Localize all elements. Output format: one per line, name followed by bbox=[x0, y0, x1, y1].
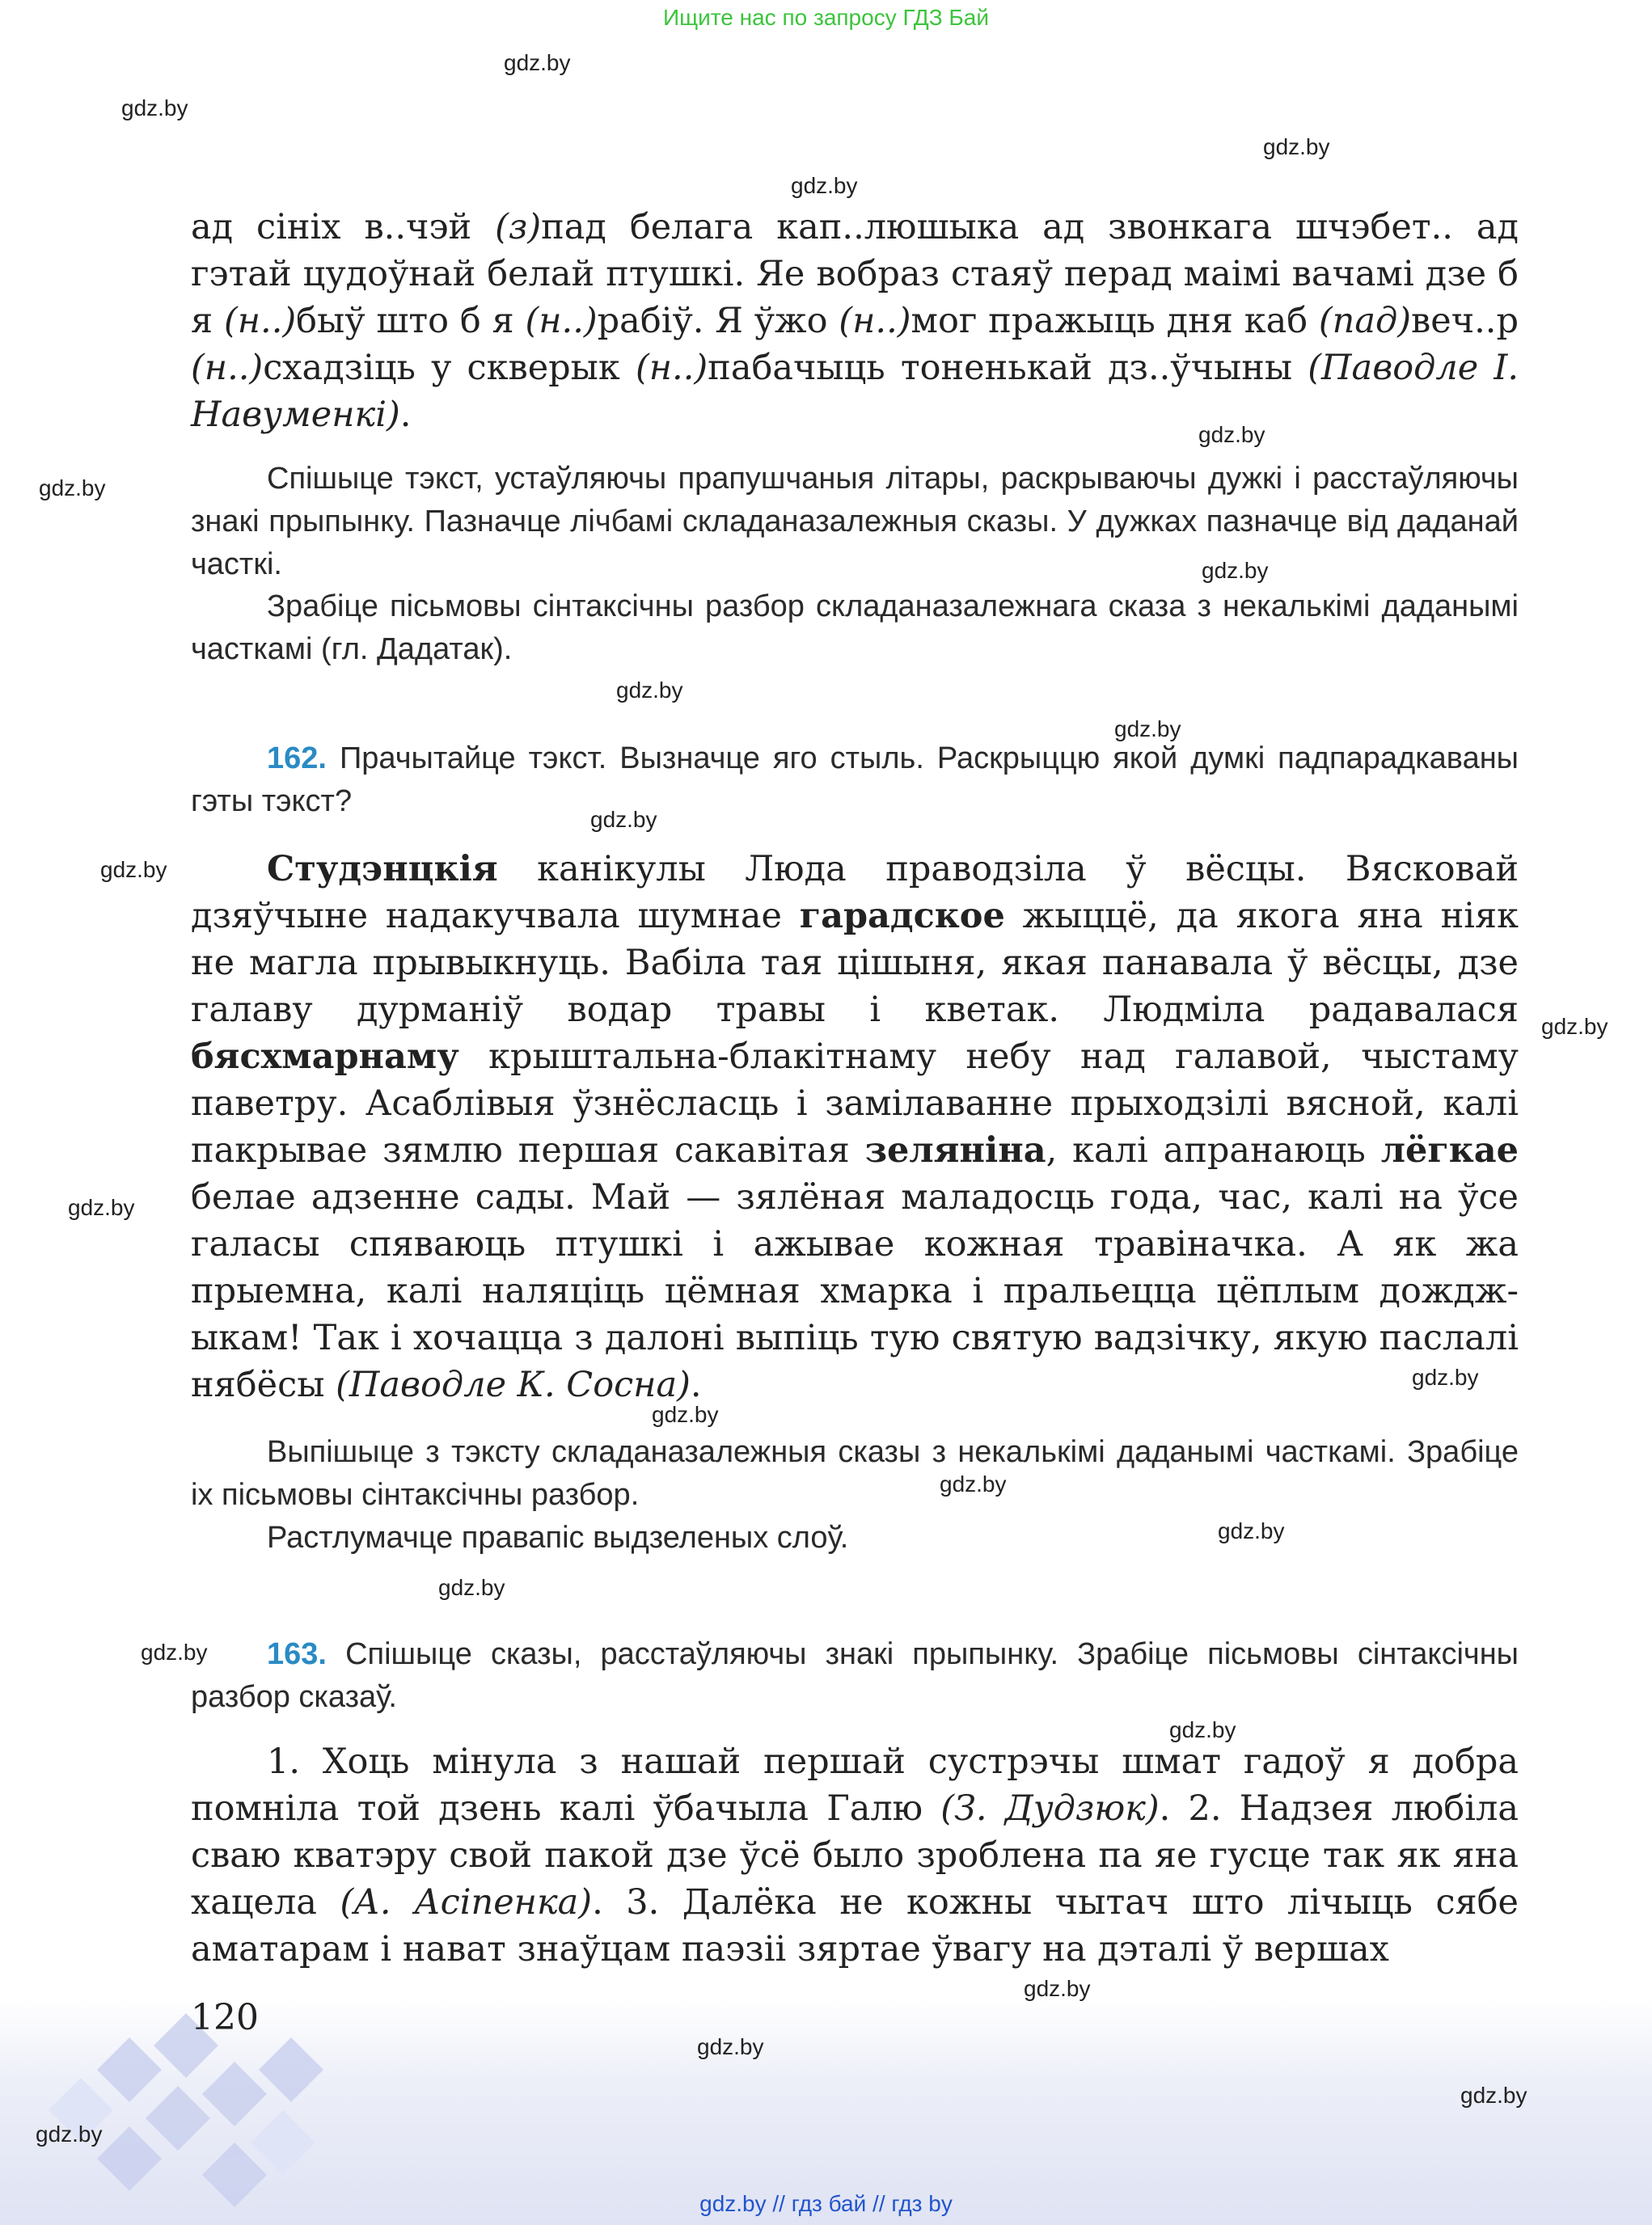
watermark: gdz.by bbox=[791, 173, 858, 198]
exercise-162-text: Студэнцкія канікулы Люда праводзіла ў вёсцы. Вясковай дзяўчыне надакучвала шумнае гарадское жыццё, да якога яна ніяк не магла прывыкнуць. Вабіла тая цішыня, якая панавала ў вёсцы, дзе галаву дурманіў водар травы і кветак. Людміла радавалася бясхмарнаму крыштальна-блакітнаму небу над галавой, чыстаму паветру. Асаблівыя ўзнёсласць і замілаванне прыходзілі вясной, калі пакрывае зямлю першая сакавітая зеляніна, калі апранаюць лёгкае белае адзенне сады. Май — зялёная маладосць года, час, калі на ўсе галасы спяваюць птушкі і ажывае кожная травіначка. А як жа прыемна, калі наляціць цёмная хмарка і пральецца цёплым дожджыкам! Так і хочацца з далоні выпіць тую святую вадзічку, якую паслалі нябёсы (Паводле К. Сосна). bbox=[191, 849, 1519, 1405]
watermark: gdz.by bbox=[1198, 422, 1265, 447]
watermark: gdz.by bbox=[141, 1640, 208, 1665]
exercise-number: 162. bbox=[267, 741, 327, 775]
watermark: gdz.by bbox=[1169, 1717, 1236, 1742]
watermark: gdz.by bbox=[652, 1402, 719, 1427]
search-banner[interactable]: Ищите нас по запросу ГДЗ Бай bbox=[662, 5, 990, 30]
watermark: gdz.by bbox=[590, 807, 657, 832]
watermark: gdz.by bbox=[1024, 1976, 1091, 2001]
watermark: gdz.by bbox=[1202, 558, 1269, 583]
exercise-163-text: 1. Хоць мінула з нашай першай сустрэчы шмат гадоў я добра помніла той дзень калі ўбачыла Галю (З. Дудзюк). 2. Надзея любіла сваю кватэру свой пакой дзе ўсё было зроблена па яе гусце так як яна хацела (А. Асіпенка). 3. Далёка не кожны чытач што лічыць сябе аматарам і нават знаўцам паэзіі зяртае ўвагу на дэталі ў вершах bbox=[191, 1742, 1519, 1970]
task-instruction: Растлумачце правапіс выдзеленых слоў. bbox=[267, 1521, 849, 1555]
task-instruction: Зрабіце пісьмовы сінтаксічны разбор складаназалежнага сказа з некалькімі даданымі часткамі (гл. Дадатак). bbox=[191, 589, 1519, 666]
watermark: gdz.by bbox=[697, 2034, 764, 2059]
exercise-163-heading: 163. Спішыце сказы, расстаўляючы знакі прыпынку. Зрабіце пісьмовы сінтаксічны разбор сказаў. bbox=[191, 1637, 1519, 1714]
footer-links[interactable]: gdz.by // гдз бай // гдз by bbox=[699, 2191, 953, 2216]
exercise-162-heading: 162. Прачытайце тэкст. Вызначце яго стыль. Раскрыццю якой думкі падпарадкаваны гэты тэкст? bbox=[191, 741, 1519, 818]
exercise-161-text: ад сініх в..чэй (з)пад белага кап..люшыка ад звонкага шчэбет.. ад гэтай цудоўнай белай птушкі. Яе вобраз стаяў перад маімі вачамі дзе б я (н..)быў што б я (н..)рабіў. Я ўжо (н..)мог пражыць дня каб (пад)веч..р (н..)схадзіць у скверык (н..)пабачыць тоненькай дз..ўчыны (Паводле І. Навуменкі). bbox=[191, 207, 1519, 435]
watermark: gdz.by bbox=[438, 1575, 505, 1600]
watermark: gdz.by bbox=[1263, 134, 1330, 159]
watermark: gdz.by bbox=[616, 678, 683, 703]
watermark: gdz.by bbox=[1541, 1014, 1608, 1039]
watermark: gdz.by bbox=[39, 475, 106, 500]
page-number: 120 bbox=[191, 1997, 259, 2038]
watermark: gdz.by bbox=[1114, 716, 1181, 741]
watermark: gdz.by bbox=[1412, 1365, 1479, 1390]
exercise-number: 163. bbox=[267, 1637, 327, 1671]
watermark: gdz.by bbox=[36, 2122, 103, 2147]
watermark: gdz.by bbox=[121, 95, 188, 120]
watermark: gdz.by bbox=[940, 1471, 1007, 1497]
watermark: gdz.by bbox=[1460, 2083, 1527, 2108]
watermark: gdz.by bbox=[504, 50, 571, 75]
watermark: gdz.by bbox=[100, 857, 167, 882]
watermark: gdz.by bbox=[1218, 1518, 1285, 1543]
task-instruction: Выпішыце з тэксту складаназалежныя сказы з некалькімі даданымі часткамі. Зрабіце іх пісьмовы сінтаксічны разбор. bbox=[191, 1435, 1519, 1512]
task-instruction: Спішыце тэкст, устаўляючы прапушчаныя літары, раскрываючы дужкі і расстаўляючы знакі прыпынку. Пазначце лічбамі складаназалежныя сказы. У дужках пазначце від даданай часткі. bbox=[191, 462, 1519, 581]
watermark: gdz.by bbox=[68, 1195, 135, 1220]
